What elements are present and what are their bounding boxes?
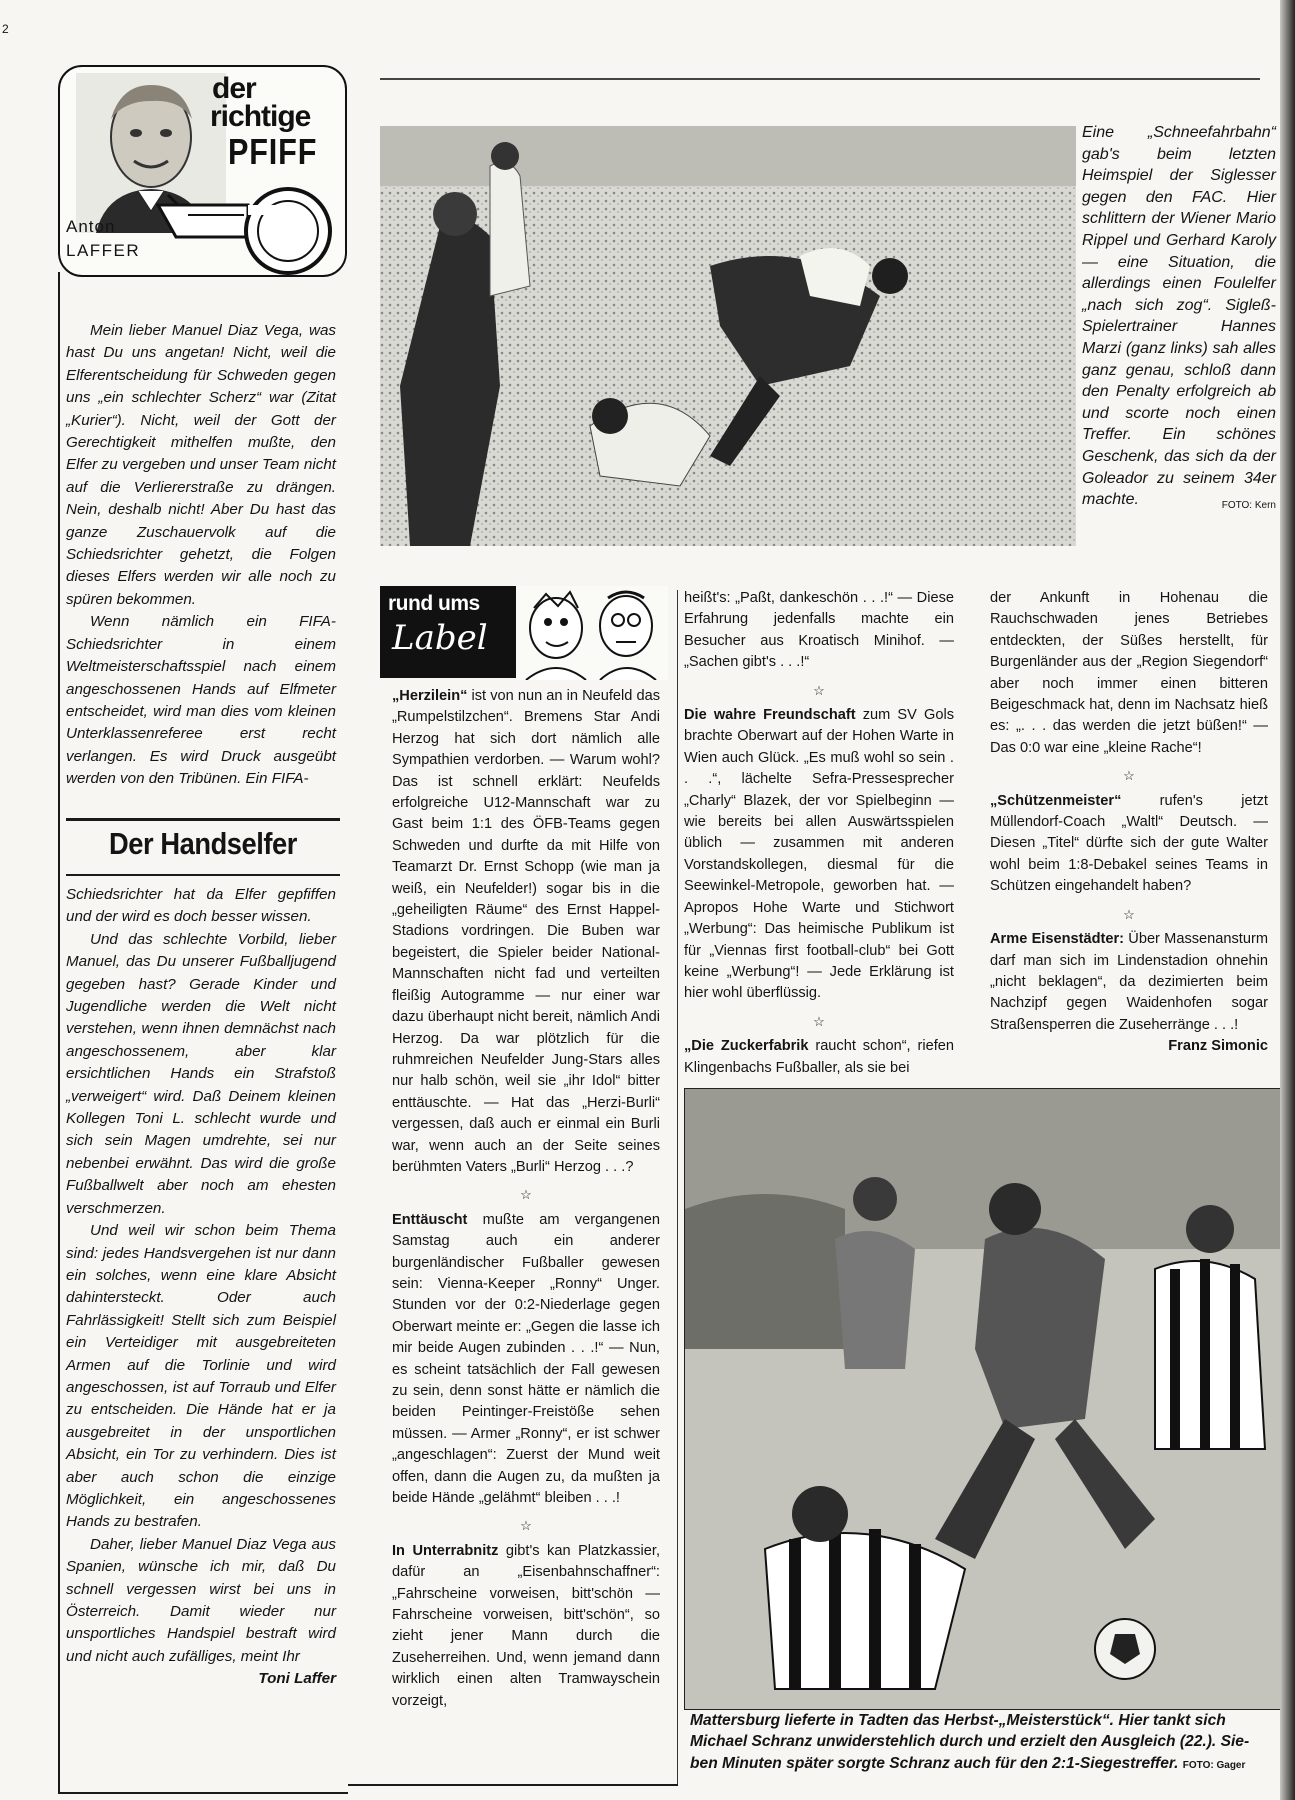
item-text: zum SV Gols brachte Oberwart auf der Hohen Warte in Wien auch Glück. „Es muß wohl so sein . . .“, lächelte Sefra-Pressesprecher „Charly“ Blazek, der vor Spielbeginn — wie bereits bei allen Auswärtsspielen üblich — zusammen mit anderen Vorstandskollegen, diesmal für die Seewinkel-Metropole, geworben hat. — Apropos Hohe Warte und Stichwort „Werbung“: Das heimische Publikum ist für „Viennas first football-club“ bei Gott keine „Werbung“! — Jede Erklärung ist hier wohl überflüssig. [684,707,954,1002]
author-signature: Toni Laffer [258,1670,336,1688]
label-title: rund ums [388,592,480,615]
paragraph: Schiedsrichter hat da Elfer gepfiffen und der wird es doch besser wissen. [66,886,336,926]
paragraph: Mein lieber Manuel Diaz Vega, was hast Du uns angetan! Nicht, weil die Elferentscheidung für Schweden gegen uns „ein schlechter Scherz“ war (Zitat „Kurier“). Nicht, weil der Gott der Gerechtigkeit mithelfen mußte, den Elfer zu vergeben und unser Team nicht auf die Verliererstraße zu drängen. Nein, deshalb nicht! Aber Du hast das ganze Zuschauervolk auf die Schiedsrichter gehetzt, die Folgen dieses Elfers werden wir alle noch zu spüren bekommen. [66,322,336,608]
bottom-border [58,1792,348,1794]
bottom-photo-caption [690,1710,1290,1776]
news-item-schuetzenmeister [990,791,1268,898]
third-column [684,588,954,1079]
item-lead: Arme Eisenstädter: [990,931,1125,948]
item-lead: In Unterrabnitz [392,1542,499,1559]
item-lead: Die wahre Freundschaft [684,707,856,724]
item-text: rufen's jetzt Müllendorf-Coach „Waltl“ Deutsch. — Diesen „Titel“ dürfte sich der gute Walter wohl beim 1:8-Debakel seines Teams in Schützen eingehandelt haben? [990,792,1268,895]
item-text: ist von nun an in Neufeld das „Rumpelstilzchen“. Bremens Star Andi Herzog hat sich dort nämlich alle Sympathien verdorben. — Warum wohl? Das ist schnell erklärt: Neufelds erfolgreiche U12-Mannschaft war zu Gast beim 1:1 des ÖFB-Teams gegen Schweden und durfte da mit Hilfe von Teamarzt Dr. Ernst Schopp (wie man ja weiß, ein Neufelder!) sogar bis in die „geheiligten Räume“ des Ernst Happel-Stadions vordringen. Die Buben war begeistert, die Spieler beider National-Mannschaften nicht fad und verteilten fleißig Autogramme — nur einer war dazu überhaupt nicht bereit, nämlich Andi Herzog. Da war plötzlich für die ruhmreichen Neufelder Jung-Stars alles nur halb schön, weil sie „ihr Idol“ bitter enttäuschte. — Hat das „Herzi-Burli“ vergessen, daß auch er einmal ein Burli war, wenn auch an der Seite seines berühmten Vaters „Burli“ Herzog . . .? [392,688,660,1175]
column-header-box [58,65,347,277]
paragraph: Und weil wir schon beim Thema sind: jedes Handsvergehen ist nur dann ein solches, wenn eine klare Absicht dahintersteckt. Oder auch Fahrlässigkeit! Stellt sich zum Beispiel ein Verteidiger mit ausgebreiteten Armen auf die Torlinie und wird angeschossen, ist auf Torraub und Elfer zu entscheiden. Die Hände hat er ja ausgebreitet in der unsportlichen Absicht, ein Tor zu verhindern. Dies ist aber auch schon die einzige Möglichkeit, ein angeschossenes Hands zu bestrafen. [66,1222,336,1531]
whistle-icon [148,175,338,275]
label-header-box [380,586,518,678]
news-item-enttaeuscht [392,1210,660,1510]
news-item-unterrabnitz [392,1541,660,1712]
scan-edge [1280,0,1295,1800]
news-item-freundschaft [684,705,954,1005]
middle-column [392,686,660,1712]
middle-bottom-rule [348,1784,678,1786]
paragraph: Daher, lieber Manuel Diaz Vega aus Spanien, wünsche ich mir, daß Du schnell vergessen wirst bei uns in Österreich. Damit wieder nur unsportliches Handspiel bestraft wird und nicht auch zufälliges, meint Ihr [66,1535,336,1665]
star-divider: ☆ [520,1187,532,1203]
snow-match-photo [380,126,1076,546]
photo-credit: FOTO: Kern [1221,500,1276,512]
item-lead: „Schützenmeister“ [990,792,1122,809]
item-text: gibt's kan Platzkassier, dafür an „Eisenbahnschaffner“: „Fahrscheine vorweisen, bitt'schön — Fahrscheine vorweisen, bitt'schön“, so zieht jener Mann durch die Zuseherreihen. Und, wenn jemand dann wirklich einen alten Tramwayschein vorzeigt, [392,1542,660,1709]
label-script: Label [392,618,488,658]
left-column-part2 [66,884,336,1691]
top-photo-caption [1082,122,1276,517]
caption-line: ben Minuten später sorgte Schranz auch für den 2:1-Siegestreffer. [690,1754,1179,1772]
author-signature: Franz Simonic [1168,1038,1268,1055]
item-lead: „Herzilein“ [392,688,468,704]
star-divider: ☆ [813,1013,825,1029]
item-lead: „Die Zuckerfabrik [684,1038,809,1055]
label-header [380,586,670,680]
caption-line: Mattersburg lieferte in Tadten das Herbst-„Meisterstück“. Hier tankt sich [690,1712,1226,1729]
page-marker: 2 [2,22,9,36]
news-item-eisenstaedter [990,929,1268,1036]
item-text: mußte am vergangenen Samstag auch ein anderer burgenländischer Fußballer gewesen sein: Vienna-Keeper „Ronny“ Unger. Stunden vor der 0:2-Niederlage gegen Oberwart meinte er: „Gegen die lasse ich mir beide Augen zubinden . . .!“ — Nun, es scheint tatsächlich der Fall gewesen zu sein, denn sonst hätte er nämlich die beiden Peintinger-Freistöße sehen müssen. — Armer „Ronny“, er ist schwer „angeschlagen“: Zuerst der Mund weit offen, dann die Augen zu, da mußten ja beide Hände „gelähmt“ bleiben . . .! [392,1211,660,1507]
photo-credit: FOTO: Gager [1182,1759,1246,1771]
star-divider: ☆ [1123,768,1135,784]
column-title-line2: richtige [210,100,311,133]
star-divider: ☆ [520,1518,532,1534]
heading-rule-top [66,818,340,821]
item-lead: Enttäuscht [392,1211,468,1228]
fourth-column [990,588,1268,1058]
news-item-herzilein [392,686,660,1178]
column-title-line3: PFIFF [228,131,318,172]
star-divider: ☆ [1123,906,1135,922]
news-item-continued: der Ankunft in Hohenau die Rauchschwaden jenes Betriebes entdeckten, der Süßes herstellt, für Burgenländer aus der „Region Siegendorf“ aber noch immer einen bitteren Beigeschmack hat, denn im Nachsatz hieß es: „. . . das werden die jetzt büßen!“ — Das 0:0 war eine „kleine Rache“! [990,590,1268,756]
top-rule [380,78,1260,80]
star-divider: ☆ [813,682,825,698]
news-item-zuckerfabrik [684,1036,954,1079]
mattersburg-match-photo [684,1088,1292,1710]
author-last-name: LAFFER [66,241,141,260]
paragraph: Wenn nämlich ein FIFA-Schiedsrichter in einem Weltmeisterschaftsspiel nach einem angeschossenen Hands auf Elfmeter entscheidet, wird man dies vom kleinen Unterklassenreferee erst recht verlangen. Es wird Druck ausgeübt werden von den Tribünen. Ein FIFA- [66,613,336,788]
item-text: raucht schon“, riefen Klingenbachs Fußballer, als sie bei [684,1038,954,1076]
author-first-name: Anton [66,217,116,236]
caption-text: Eine „Schneefahrbahn“ gab's beim letzten Heimspiel der Siglesser gegen den FAC. Hier schlittern der Wiener Mario Rippel und Gerhard Karoly — eine Situation, die allerdings einen Foulelfer „nach sich zog“. Sigleß-Spielertrainer Hannes Marzi (ganz links) sah alles ganz genau, schloß dann den Penalty erfolgreich ab und scorte noch einen Treffer. Ein schönes Geschenk, das sich da der Goleador zu seinem 34er machte. [1082,124,1276,509]
cartoon-faces-icon [516,586,668,680]
column-divider [677,590,678,1784]
news-item-continued: heißt's: „Paßt, dankeschön . . .!“ — Diese Erfahrung jedenfalls machte ein Besucher aus Kroatisch Minihof. — „Sachen gibt's . . .!“ [684,590,954,671]
left-column-part1 [66,320,336,791]
paragraph: Und das schlechte Vorbild, lieber Manuel, das Du unserer Fußballjugend gegeben hast? Gerade Kinder und Jugendliche werden die Welt nicht verstehen, wenn ihnen demnächst nach angeschossenem, aber klar ersichtlichen Hands ein Strafstoß „verweigert“ wird. Daß Deinem kleinen Kollegen Toni L. schlecht wurde und sich sein Magen umdrehte, sei nur nebenbei erwähnt. Das wird die große Fußballwelt aber noch am ehesten verschmerzen. [66,930,336,1217]
caption-line: Michael Schranz unwiderstehlich durch und erzielt den Ausgleich (22.). Sie- [690,1733,1250,1751]
section-heading: Der Handselfer [109,826,297,861]
left-border [58,272,60,1792]
heading-rule-bottom [66,874,340,876]
item-text: Über Massenansturm darf man sich im Lindenstadion ohnehin „nicht beklagen“, da dezimierten beim Nachzipf gegen Waidenhofen sogar Straßensperren die Zuseherränge . . .! [990,931,1268,1033]
column-title-line1: der [212,72,256,105]
